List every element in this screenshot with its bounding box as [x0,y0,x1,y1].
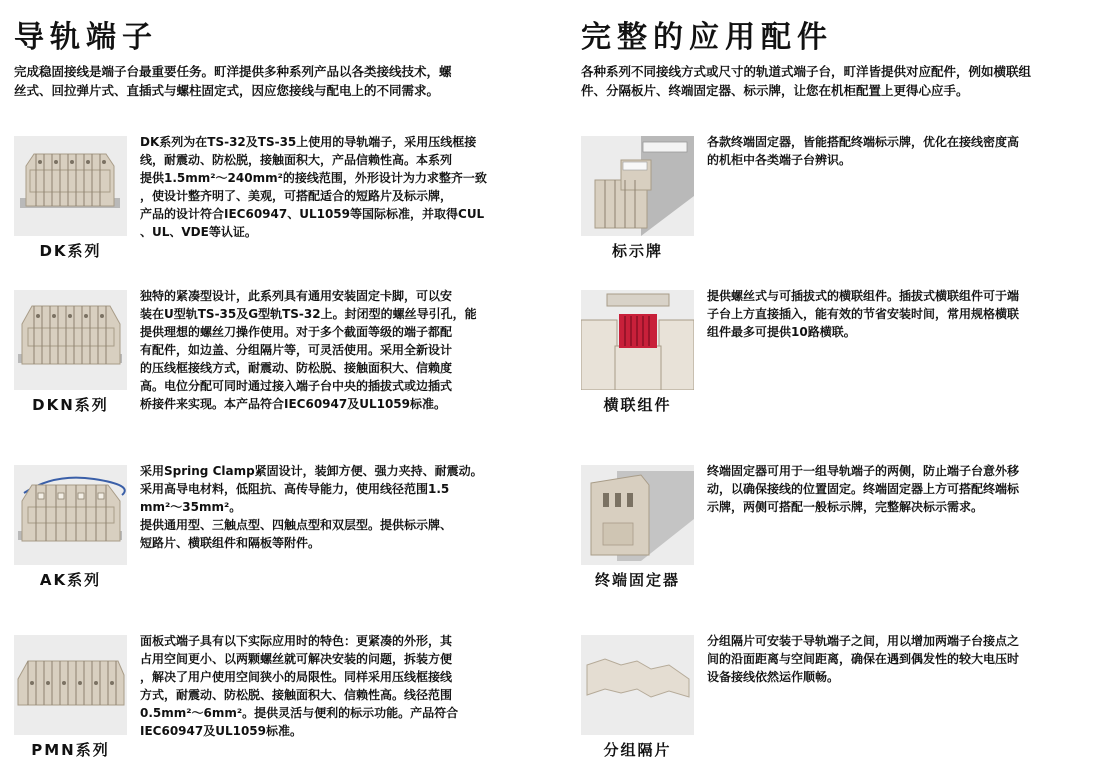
desc-line: 动，以确保接线的位置固定。终端固定器上方可搭配终端标 [707,482,1020,496]
intro-line: 丝式、回拉弹片式、直插式与螺柱固定式，因应您接线与配电上的不同需求。 [14,83,440,98]
product-description [140,133,520,241]
desc-line: 线，耐震动、防松脱，接触面积大，产品信赖性高。本系列 [140,153,453,167]
product-name: 终端固定器 [594,571,680,589]
desc-line: DK系列为在TS-32及TS-35上使用的导轨端子，采用压线框接 [140,135,477,149]
desc-line: 的机柜中各类端子台辨识。 [707,153,852,167]
desc-line: 有配件，如边盖、分组隔片等，可灵活使用。采用全新设计 [140,343,453,357]
terminal-block-illustration [14,136,127,236]
end-stopper-illustration [581,465,694,565]
product-description [140,632,520,740]
dkn-series-photo [14,290,127,390]
desc-line: 终端固定器可用于一组导轨端子的两侧，防止端子台意外移 [707,464,1020,478]
desc-line: 高。电位分配可同时通过接入端子台中央的插拔式或边插式 [140,379,453,393]
marker-tag-photo [581,136,694,236]
jumper-photo [581,290,694,390]
product-name: 横联组件 [603,396,672,414]
desc-line: 采用高导电材料，低阻抗、高传导能力，使用线径范围1.5 [140,482,450,496]
desc-line: 产品的设计符合IEC60947、UL1059等国际标准，并取得CUL [140,207,485,221]
desc-line: 短路片、横联组件和隔板等附件。 [140,536,321,550]
desc-line: 提供1.5mm²～240mm²的接线范围，外形设计为力求整齐一致 [140,171,487,185]
product-name: 分组隔片 [603,741,672,759]
desc-line: 示牌，两侧可搭配一般标示牌，完整解决标示需求。 [707,500,984,514]
separator-plate-photo [581,635,694,735]
desc-line: IEC60947及UL1059标准。 [140,724,303,738]
separator-plate-illustration [581,635,694,735]
product-description [707,462,1082,516]
desc-line: 方式，耐震动、防松脱、接触面积大、信赖性高。线径范围 [140,688,453,702]
product-name: AK系列 [39,571,102,589]
desc-line: ，解决了用户使用空间狭小的局限性。同样采用压线框接线 [140,670,453,684]
intro-line: 各种系列不同接线方式或尺寸的轨道式端子台，町洋皆提供对应配件，例如横联组 [581,64,1032,79]
desc-line: 提供理想的螺丝刀操作使用。对于多个截面等级的端子都配 [140,325,453,339]
product-description [140,462,520,552]
marker-tag-illustration [581,136,694,236]
desc-line: 占用空间更小、以两颗螺丝就可解决安装的问题，拆装方便 [140,652,453,666]
desc-line: 子台上方直接插入，能有效的节省安装时间，常用规格横联 [707,307,1020,321]
dk-series-photo [14,136,127,236]
product-description [707,287,1082,341]
desc-line: 装在U型轨TS-35及G型轨TS-32上。封闭型的螺丝导引孔，能 [140,307,477,321]
product-description [707,133,1082,169]
product-name: PMN系列 [31,741,110,759]
terminal-block-illustration [14,635,127,735]
desc-line: 各款终端固定器，皆能搭配终端标示牌，优化在接线密度高 [707,135,1020,149]
desc-line: mm²～35mm²。 [140,500,242,514]
desc-line: 独特的紧凑型设计，此系列具有通用安装固定卡脚，可以安 [140,289,453,303]
terminal-block-illustration [14,290,127,390]
product-description [140,287,520,413]
terminal-block-illustration [14,465,127,565]
pmn-series-photo [14,635,127,735]
jumper-illustration [581,290,694,390]
desc-line: 面板式端子具有以下实际应用时的特色：更紧凑的外形，其 [140,634,453,648]
section-title-accessories: 完整的应用配件 [581,20,833,55]
product-description [707,632,1082,686]
ak-series-photo [14,465,127,565]
section-title-rail-terminals: 导轨端子 [14,20,158,55]
desc-line: 提供螺丝式与可插拔式的横联组件。插拔式横联组件可于端 [707,289,1020,303]
desc-line: 桥接件来实现。本产品符合IEC60947及UL1059标准。 [140,397,447,411]
desc-line: 采用Spring Clamp紧固设计，装卸方便、强力夹持、耐震动。 [140,464,483,478]
desc-line: 的压线框接线方式，耐震动、防松脱、接触面积大、信赖度 [140,361,453,375]
product-name: 标示牌 [611,242,663,260]
section-intro-rail-terminals [14,62,452,100]
desc-line: 分组隔片可安装于导轨端子之间，用以增加两端子台接点之 [707,634,1020,648]
product-name: DK系列 [39,242,102,260]
desc-line: 组件最多可提供10路横联。 [707,325,856,339]
desc-line: 间的沿面距离与空间距离，确保在遇到偶发性的较大电压时 [707,652,1020,666]
section-intro-accessories [581,62,1031,100]
intro-line: 件、分隔板片、终端固定器、标示牌，让您在机柜配置上更得心应手。 [581,83,969,98]
product-name: DKN系列 [32,396,109,414]
desc-line: 设备接线依然运作顺畅。 [707,670,840,684]
end-stopper-photo [581,465,694,565]
desc-line: ，使设计整齐明了、美观，可搭配适合的短路片及标示牌， [140,189,453,203]
desc-line: 提供通用型、三触点型、四触点型和双层型。提供标示牌、 [140,518,453,532]
intro-line: 完成稳固接线是端子台最重要任务。町洋提供多种系列产品以各类接线技术，螺 [14,64,452,79]
desc-line: 、UL、VDE等认证。 [140,225,257,239]
desc-line: 0.5mm²～6mm²。提供灵活与便利的标示功能。产品符合 [140,706,459,720]
